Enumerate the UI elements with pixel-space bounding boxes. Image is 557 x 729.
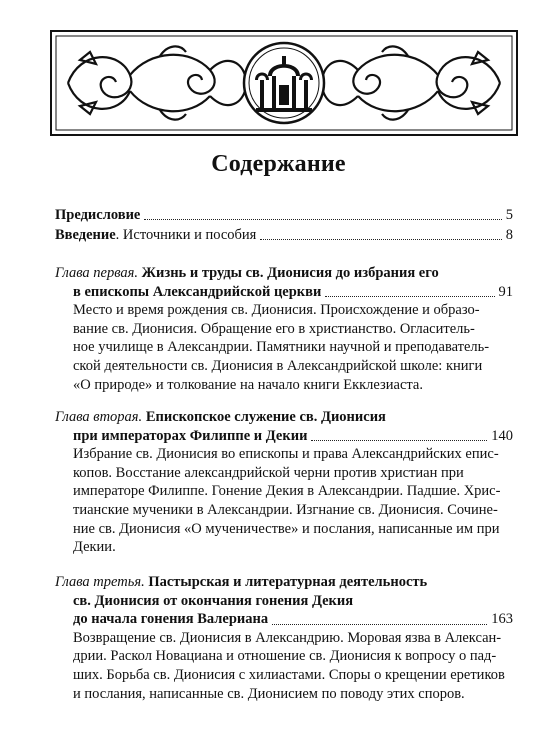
chapter-title-line: Епископское служение св. Дионисия [145,409,386,425]
toc-page-number: 8 [505,227,513,243]
chapter-title-line: до начала гонения Валериана [73,611,269,628]
ornamental-header [50,30,518,136]
toc-entry-label: Введение [55,227,116,243]
dot-leader [311,440,487,441]
toc-entry-suffix: . Источники и пособия [115,227,257,243]
chapter-description: Возвращение св. Дионисия в Александрию. Моровая язва в Алексан- дрии. Раскол Новациана и отношение св. Дионисия к вопросу о пад- ших. Борьба св. Дионисия с хилиастами. Споры о крещении еретиков и послания, написанные св. Дионисием по поводу этих споров. [73,629,505,702]
toc-entry-label: Предисловие [55,207,141,223]
chapter-3[interactable] [55,573,513,703]
chapter-title-line: св. Дионисия от окончания гонения Декия [73,592,354,609]
chapter-description: Избрание св. Дионисия во епископы и права Александрийских епис- копов. Восстание александрийской черни против христиан при императоре Филиппе. Гонение Декия в Александрии. Падшие. Хрис- тианские мученики в Александрии. Изгнание св. Дионисия. Сочине- ние св. Дионисия «О мученичестве» и послания, написанные им при Декии. [73,446,501,556]
chapter-2[interactable] [55,408,513,557]
chapter-prefix: Глава первая. [55,265,139,281]
dot-leader [144,219,501,220]
chapter-page-number: 140 [491,427,513,444]
chapter-page-number: 163 [491,611,513,628]
page-title: Содержание [211,151,346,177]
chapter-title-line: Пастырская и литературная деятельность [148,574,428,590]
toc-page-number: 5 [505,207,513,223]
chapter-page-number: 91 [498,283,513,300]
chapter-prefix: Глава третья. [55,574,145,590]
dot-leader [325,296,494,297]
toc-entry-introduction[interactable] [55,226,513,244]
dot-leader [272,624,487,625]
chapter-title-line: Жизнь и труды св. Дионисия до избрания его [141,265,439,281]
chapter-description: Место и время рождения св. Дионисия. Происхождение и образо- вание св. Дионисия. Обращение его в христианство. Огласитель- ное училище в Александрии. Памятники научной и преподаватель- ской деятельности св. Дионисия в Александрийской школе: книги «О природе» и толкование на начало книги Екклезиаста. [73,302,490,393]
dot-leader [260,239,501,240]
toc-entry-preface[interactable] [55,206,513,224]
chapter-1[interactable] [55,264,513,394]
chapter-title-line: в епископы Александрийской церкви [73,283,322,300]
chapter-title-line: при императорах Филиппе и Декии [73,427,308,444]
chapter-prefix: Глава вторая. [55,409,143,425]
